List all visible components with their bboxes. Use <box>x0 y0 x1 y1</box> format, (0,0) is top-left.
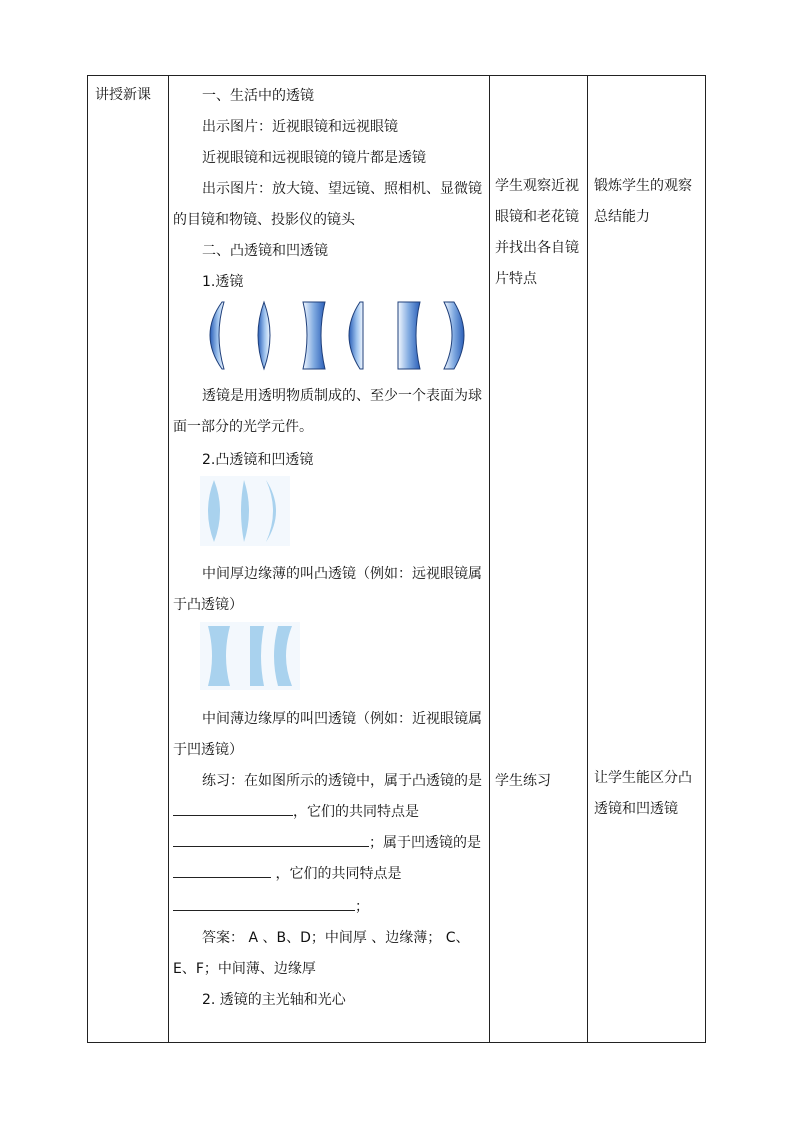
answer-text-cont: E、F；中间薄、边缘厚 <box>173 961 316 977</box>
convex-description-cont: 于凸透镜） <box>173 597 243 613</box>
concave-description-cont: 于凹透镜） <box>173 742 243 758</box>
concave-lenses-figure <box>200 622 300 690</box>
lens-f-shape <box>444 302 464 369</box>
exercise-line-2: ，它们的共同特点是 <box>173 801 419 821</box>
answer-text: 答案： A 、B、D；中间厚 、边缘薄； C、 <box>202 930 470 946</box>
exercise-line-4: ，它们的共同特点是 <box>173 863 401 883</box>
convex-lenses-figure <box>200 476 290 546</box>
student-observation: 学生观察近视 眼镜和老花镜 并找出各自镜 片特点 <box>495 178 579 287</box>
show-picture-instruments: 出示图片：放大镜、望远镜、照相机、显微镜 <box>202 181 482 197</box>
exercise-question: 练习：在如图所示的透镜中，属于凸透镜的是 <box>202 773 482 789</box>
student-practice: 学生练习 <box>495 773 551 789</box>
answer-blank <box>173 863 271 878</box>
subheading-convex-concave: 2.凸透镜和凹透镜 <box>202 452 314 468</box>
answer-blank <box>173 896 355 911</box>
purpose-observation: 锻炼学生的观察 总结能力 <box>594 178 692 225</box>
subheading-principal-axis: 2. 透镜的主光轴和光心 <box>202 992 346 1008</box>
show-picture-glasses: 出示图片：近视眼镜和远视眼镜 <box>202 119 398 135</box>
lens-definition: 透镜是用透明物质制成的、至少一个表面为球 <box>202 388 482 404</box>
note-glasses-lenses: 近视眼镜和远视眼镜的镜片都是透镜 <box>202 150 426 166</box>
column-divider <box>168 76 169 1042</box>
heading-convex-concave: 二、凸透镜和凹透镜 <box>202 243 328 259</box>
lens-d-shape <box>349 302 363 369</box>
lens-a-shape <box>210 302 224 369</box>
heading-life-lenses: 一、生活中的透镜 <box>202 88 314 104</box>
answer-blank <box>173 832 369 847</box>
lens-b-shape <box>258 302 270 369</box>
subheading-lens: 1.透镜 <box>202 274 244 290</box>
convex-description: 中间厚边缘薄的叫凸透镜（例如：远视眼镜属 <box>202 566 482 582</box>
lens-shapes-figure <box>200 298 475 373</box>
column-divider <box>489 76 490 1042</box>
exercise-line-3: ；属于凹透镜的是 <box>173 832 481 852</box>
lens-definition-cont: 面一部分的光学元件。 <box>173 419 313 435</box>
row-label: 讲授新课 <box>95 87 151 103</box>
purpose-practice: 让学生能区分凸 透镜和凹透镜 <box>594 770 692 817</box>
answer-blank <box>173 801 293 816</box>
exercise-line-5: ； <box>173 896 369 916</box>
lens-e-shape <box>398 302 420 369</box>
concave-description: 中间薄边缘厚的叫凹透镜（例如：近视眼镜属 <box>202 711 482 727</box>
show-picture-instruments-cont: 的目镜和物镜、投影仪的镜头 <box>173 212 355 228</box>
lens-c-shape <box>303 302 325 369</box>
column-divider <box>587 76 588 1042</box>
